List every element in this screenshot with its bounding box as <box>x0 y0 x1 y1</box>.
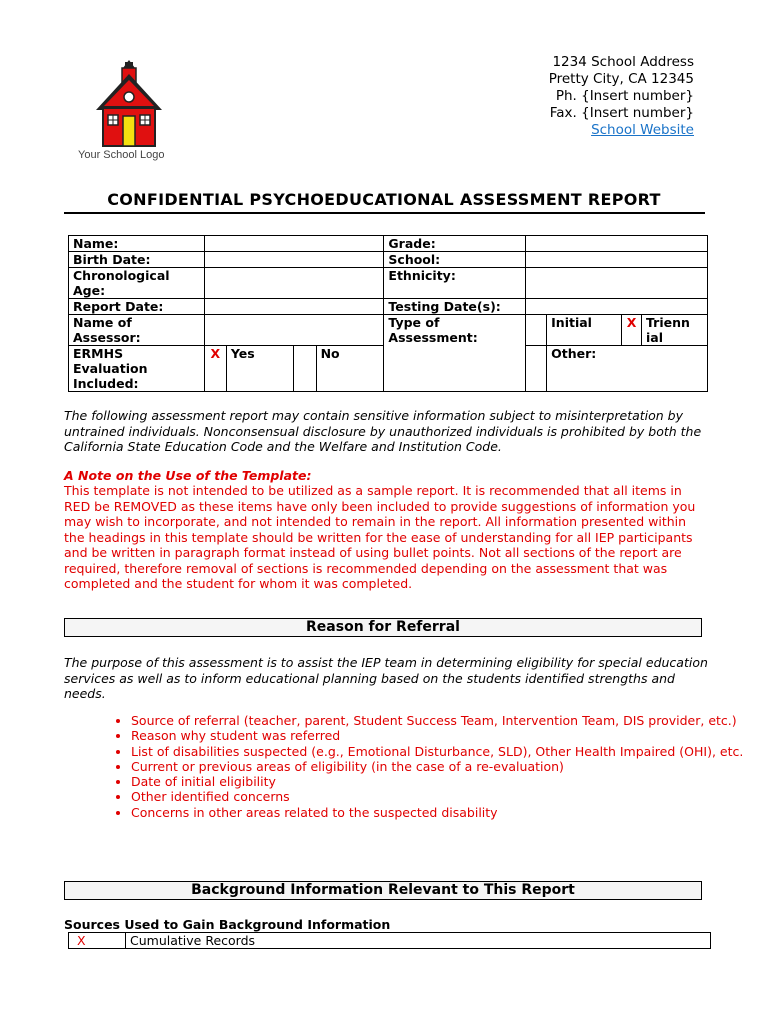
testing-dates-label: Testing Date(s): <box>384 299 526 315</box>
table-row <box>69 933 711 949</box>
reason-for-referral-heading: Reason for Referral <box>64 618 702 637</box>
referral-bullet-list <box>64 713 768 820</box>
assessment-type-label: Type of Assessment: <box>384 315 526 392</box>
cumulative-records-checkbox[interactable]: X <box>69 933 126 949</box>
ermhs-yes-checkbox[interactable]: X <box>204 346 226 392</box>
assessor-label: Name of Assessor: <box>69 315 205 346</box>
background-info-heading: Background Information Relevant to This Report <box>64 881 702 900</box>
ethnicity-field[interactable] <box>526 268 708 299</box>
template-note-heading: A Note on the Use of the Template: <box>64 468 312 483</box>
list-item: • Reason why student was referred <box>131 728 768 743</box>
address-line2: Pretty City, CA 12345 <box>548 71 694 87</box>
triennial-checkbox[interactable]: X <box>622 315 642 346</box>
confidentiality-disclaimer: The following assessment report may contain sensitive information subject to misinterpretation by untrained individuals. Nonconsensual disclosure by unauthorized individuals is prohibited by both the California State Education Code and the Welfare and Institution Code. <box>64 408 702 454</box>
report-date-label: Report Date: <box>69 299 205 315</box>
referral-intro: The purpose of this assessment is to assist the IEP team in determining eligibility for special education services as well as to inform educational planning based on the students identified strengths and needs. <box>64 655 708 701</box>
list-item: • Date of initial eligibility <box>131 774 768 789</box>
ethnicity-label: Ethnicity: <box>384 268 526 299</box>
list-item: • Source of referral (teacher, parent, Student Success Team, Intervention Team, DIS provider, etc.) <box>131 713 768 728</box>
school-field[interactable] <box>526 252 708 268</box>
triennial-label: Trienn ial <box>642 315 708 346</box>
schoolhouse-icon <box>94 60 164 148</box>
school-website-link[interactable]: School Website <box>591 122 694 138</box>
report-date-field[interactable] <box>204 299 384 315</box>
ermhs-label: ERMHS Evaluation Included: <box>69 346 205 392</box>
birth-date-label: Birth Date: <box>69 252 205 268</box>
other-checkbox[interactable] <box>526 346 547 392</box>
grade-label: Grade: <box>384 236 526 252</box>
chronological-age-label: Chronological Age: <box>69 268 205 299</box>
school-label: School: <box>384 252 526 268</box>
template-note-body: This template is not intended to be utilized as a sample report. It is recommended that all items in RED be REMOVED as these items have only been included to provide suggestions of information you may wish to incorporate, and not intended to remain in the report. All information presented within the headings in this template should be written for the ease of understanding for all IEP participants and be written in paragraph format instead of using bullet points. Not all sections of the report are required, therefore removal of sections is recommended depending on the assessment that was completed and the student for whom it was completed. <box>64 483 696 591</box>
cumulative-records-label: Cumulative Records <box>126 933 711 949</box>
school-address <box>549 54 694 139</box>
report-title: CONFIDENTIAL PSYCHOEDUCATIONAL ASSESSMENT REPORT <box>107 190 661 209</box>
initial-checkbox[interactable] <box>526 315 547 346</box>
logo-caption: Your School Logo <box>78 149 165 161</box>
chronological-age-field[interactable] <box>204 268 384 299</box>
ermhs-yes-label: Yes <box>226 346 293 392</box>
other-label: Other: <box>547 346 708 392</box>
ermhs-no-checkbox[interactable] <box>293 346 316 392</box>
sources-table <box>68 932 711 949</box>
list-item: • List of disabilities suspected (e.g., Emotional Disturbance, SLD), Other Health Impaired (OHI), etc. <box>131 744 768 759</box>
list-item: • Current or previous areas of eligibility (in the case of a re-evaluation) <box>131 759 768 774</box>
address-line1: 1234 School Address <box>552 54 694 70</box>
ermhs-no-label: No <box>316 346 384 392</box>
grade-field[interactable] <box>526 236 708 252</box>
sources-heading: Sources Used to Gain Background Information <box>64 917 391 932</box>
list-item: • Other identified concerns <box>131 789 768 804</box>
title-divider <box>64 212 705 214</box>
student-info-table <box>68 235 708 392</box>
birth-date-field[interactable] <box>204 252 384 268</box>
name-field[interactable] <box>204 236 384 252</box>
assessor-field[interactable] <box>204 315 384 346</box>
name-label: Name: <box>69 236 205 252</box>
fax-number: Fax. {Insert number} <box>549 105 694 121</box>
school-logo <box>94 60 164 148</box>
list-item: • Concerns in other areas related to the suspected disability <box>131 805 768 820</box>
initial-label: Initial <box>547 315 622 346</box>
phone-number: Ph. {Insert number} <box>555 88 694 104</box>
testing-dates-field[interactable] <box>526 299 708 315</box>
